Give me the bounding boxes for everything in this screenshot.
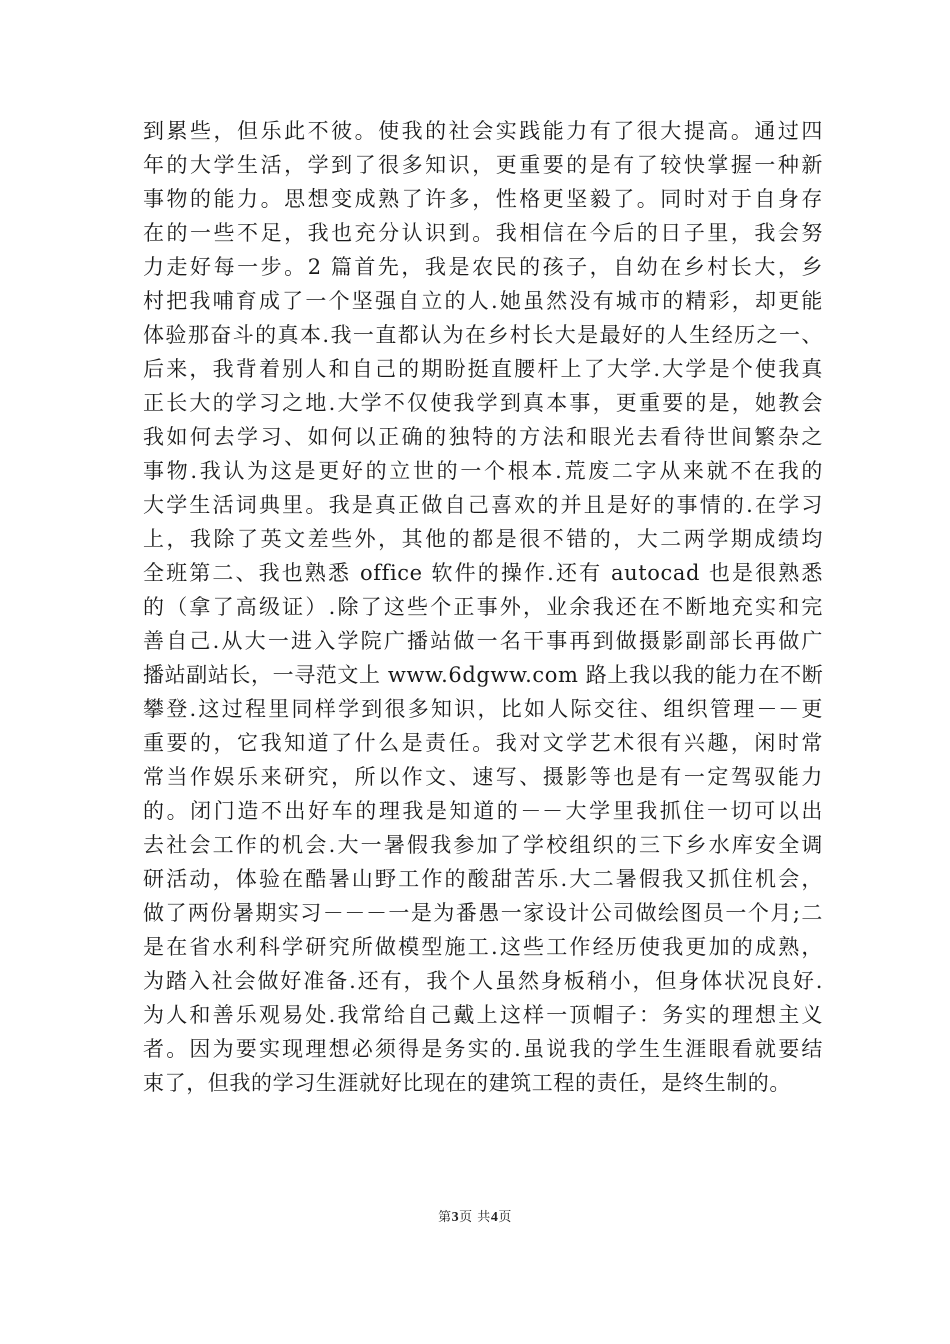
text-line: 大学生活词典里。我是真正做自己喜欢的并且是好的事情的.在学习 — [143, 493, 823, 517]
text-line: 在的一些不足，我也充分认识到。我相信在今后的日子里，我会努 — [143, 221, 823, 245]
footer-prefix: 第 — [438, 1210, 452, 1225]
text-line: 者。因为要实现理想必须得是务实的.虽说我的学生生涯眼看就要结 — [143, 1037, 823, 1061]
text-line: 到累些，但乐此不彼。使我的社会实践能力有了很大提高。通过四 — [143, 119, 823, 143]
text-line: 体验那奋斗的真本.我一直都认为在乡村长大是最好的人生经历之一、 — [143, 323, 823, 347]
total-pages-number: 4 — [490, 1210, 499, 1225]
text-line: 常当作娱乐来研究，所以作文、速写、摄影等也是有一定驾驭能力 — [143, 765, 823, 789]
text-line: 的（拿了高级证）.除了这些个正事外，业余我还在不断地充实和完 — [143, 595, 823, 619]
text-line: 束了，但我的学习生涯就好比现在的建筑工程的责任，是终生制的。 — [143, 1071, 791, 1095]
footer-middle: 页 共 — [459, 1210, 491, 1225]
text-line: 后来，我背着别人和自己的期盼挺直腰杆上了大学.大学是个使我真 — [143, 357, 823, 381]
text-line: 上，我除了英文差些外，其他的都是很不错的，大二两学期成绩均 — [143, 527, 823, 551]
text-line: 全班第二、我也熟悉 office 软件的操作.还有 autocad 也是很熟悉 — [143, 561, 823, 585]
text-line: 的。闭门造不出好车的理我是知道的－－大学里我抓住一切可以出 — [143, 799, 823, 823]
text-line: 村把我哺育成了一个坚强自立的人.她虽然没有城市的精彩，却更能 — [143, 289, 823, 313]
text-line: 善自己.从大一进入学院广播站做一名干事再到做摄影副部长再做广 — [143, 629, 823, 653]
text-line: 力走好每一步。2 篇首先，我是农民的孩子，自幼在乡村长大，乡 — [143, 255, 823, 279]
text-line: 攀登.这过程里同样学到很多知识，比如人际交往、组织管理－－更 — [143, 697, 823, 721]
text-line: 正长大的学习之地.大学不仅使我学到真本事，更重要的是，她教会 — [143, 391, 823, 415]
page-footer — [0, 1206, 950, 1226]
text-line: 播站副站长，一寻范文上 www.6dgww.com 路上我以我的能力在不断 — [143, 663, 824, 687]
text-line: 年的大学生活，学到了很多知识，更重要的是有了较快掌握一种新 — [143, 153, 823, 177]
body-text — [143, 114, 823, 1100]
text-line: 事物的能力。思想变成熟了许多，性格更坚毅了。同时对于自身存 — [143, 187, 823, 211]
text-line: 做了两份暑期实习－－－一是为番愚一家设计公司做绘图员一个月;二 — [143, 901, 823, 925]
text-line: 我如何去学习、如何以正确的独特的方法和眼光去看待世间繁杂之 — [143, 425, 823, 449]
current-page-number: 3 — [451, 1210, 460, 1225]
text-line: 研活动，体验在酷暑山野工作的酸甜苦乐.大二暑假我又抓住机会， — [143, 867, 823, 891]
text-line: 为人和善乐观易处.我常给自己戴上这样一顶帽子：务实的理想主义 — [143, 1003, 823, 1027]
text-line: 事物.我认为这是更好的立世的一个根本.荒废二字从来就不在我的 — [143, 459, 823, 483]
text-line: 为踏入社会做好准备.还有，我个人虽然身板稍小，但身体状况良好. — [143, 969, 823, 993]
text-line: 去社会工作的机会.大一暑假我参加了学校组织的三下乡水库安全调 — [143, 833, 823, 857]
text-line: 是在省水利科学研究所做模型施工.这些工作经历使我更加的成熟， — [143, 935, 823, 959]
text-line: 重要的，它我知道了什么是责任。我对文学艺术很有兴趣，闲时常 — [143, 731, 823, 755]
footer-suffix: 页 — [498, 1210, 512, 1225]
